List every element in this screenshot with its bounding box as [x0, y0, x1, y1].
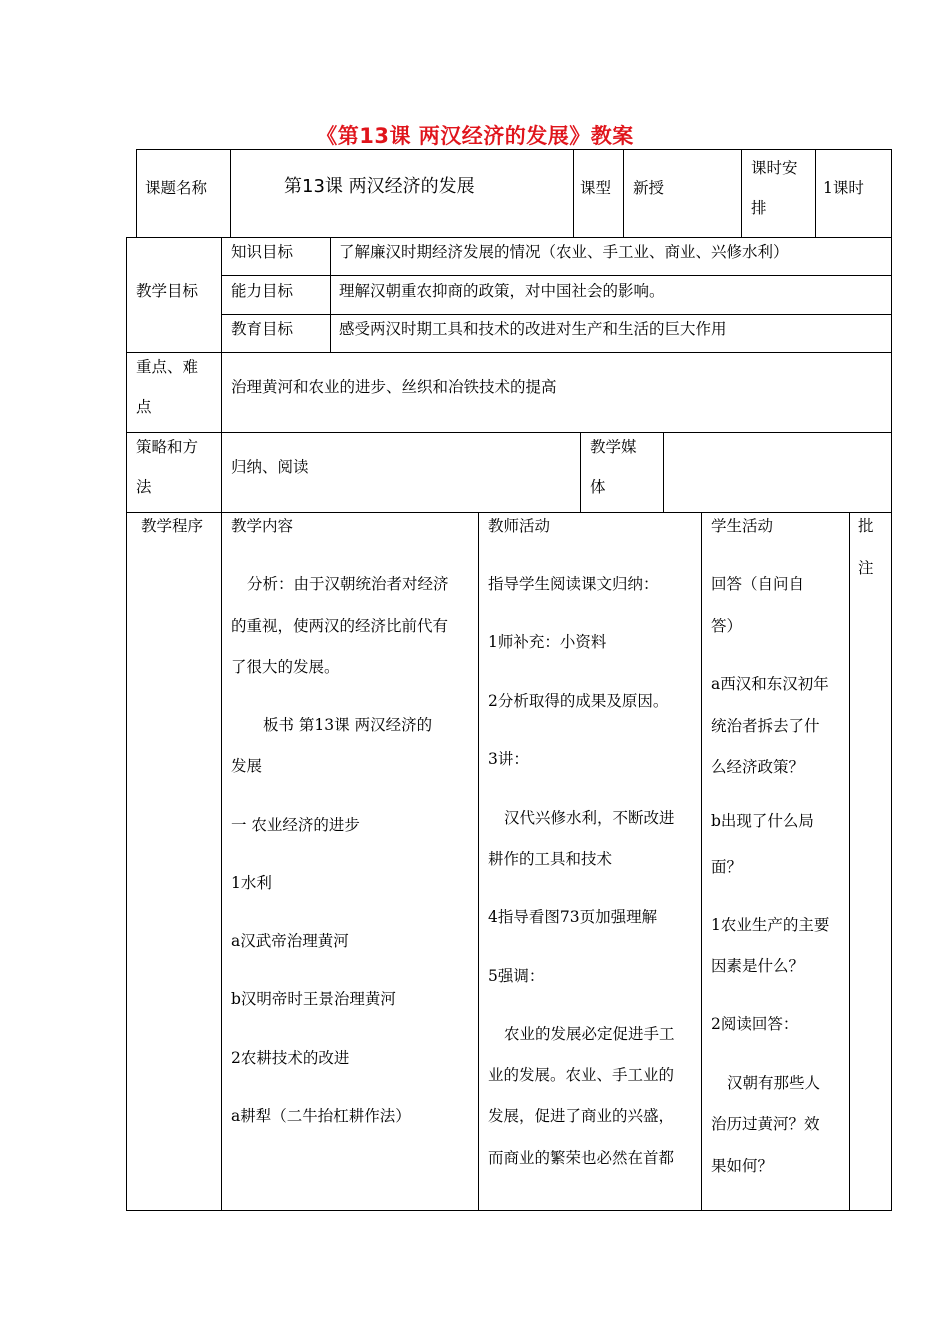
media-label-line1: 教学媒	[590, 438, 637, 456]
strategy-text: 归纳、阅读	[231, 458, 309, 476]
content-line: 一 农业经济的进步	[231, 816, 360, 834]
content-line: b汉明帝时王景治理黄河	[231, 990, 396, 1008]
teacher-line: 农业的发展必定促进手工	[504, 1025, 675, 1043]
content-line: 分析：由于汉朝统治者对经济	[247, 575, 449, 593]
student-line: 汉朝有那些人	[727, 1074, 821, 1092]
content-line: 的重视，使两汉的经济比前代有	[231, 617, 449, 635]
objective-label-knowledge: 知识目标	[231, 243, 294, 261]
student-line: 统治者拆去了什	[711, 717, 820, 735]
objective-text-ability: 理解汉朝重农抑商的政策，对中国社会的影响。	[339, 282, 665, 300]
procedure-label: 教学程序	[141, 517, 204, 535]
strategy-label-line1: 策略和方	[136, 438, 199, 456]
objective-text-knowledge: 了解廉汉时期经济发展的情况（农业、手工业、商业、兴修水利）	[339, 243, 789, 261]
key-points-label-line2: 点	[136, 398, 152, 416]
teacher-line: 汉代兴修水利，不断改进	[504, 809, 675, 827]
document-title: 《第13课 两汉经济的发展》教案	[316, 124, 634, 148]
content-line: 1水利	[231, 874, 272, 892]
student-line: 么经济政策？	[711, 758, 805, 776]
teacher-line: 1师补充：小资料	[488, 633, 607, 651]
hours-value: 1课时	[823, 179, 864, 197]
content-line: a汉武帝治理黄河	[231, 932, 349, 950]
media-label-line2: 体	[590, 478, 606, 496]
teacher-line: 2分析取得的成果及原因。	[488, 692, 669, 710]
topic-label: 课题名称	[145, 179, 208, 197]
student-line: 治历过黄河？效	[711, 1115, 820, 1133]
note-header-line2: 注	[858, 559, 874, 577]
objective-label-education: 教育目标	[231, 320, 294, 338]
content-line: 2农耕技术的改进	[231, 1049, 350, 1067]
hours-label-line1: 课时安	[751, 159, 798, 177]
student-line: a西汉和东汉初年	[711, 675, 829, 693]
teacher-line: 而商业的繁荣也必然在首都	[488, 1149, 675, 1167]
student-line: 回答（自问自	[711, 575, 805, 593]
student-header: 学生活动	[711, 517, 774, 535]
student-line: 因素是什么？	[711, 957, 805, 975]
content-line: a耕犁（二牛抬杠耕作法）	[231, 1107, 411, 1125]
objective-text-education: 感受两汉时期工具和技术的改进对生产和生活的巨大作用	[339, 320, 727, 338]
teacher-line: 耕作的工具和技术	[488, 850, 613, 868]
teacher-line: 4指导看图73页加强理解	[488, 908, 658, 926]
objective-label-ability: 能力目标	[231, 282, 294, 300]
teacher-header: 教师活动	[488, 517, 551, 535]
student-line: b出现了什么局	[711, 812, 814, 830]
strategy-label-line2: 法	[136, 478, 152, 496]
teacher-line: 5强调：	[488, 967, 545, 985]
content-line: 板书 第13课 两汉经济的	[263, 716, 433, 734]
content-line: 了很大的发展。	[231, 658, 340, 676]
student-line: 2阅读回答：	[711, 1015, 799, 1033]
content-line: 发展	[231, 757, 263, 775]
note-header-line1: 批	[858, 517, 874, 535]
key-points-text: 治理黄河和农业的进步、丝织和冶铁技术的提高	[231, 378, 557, 396]
type-label: 课型	[580, 179, 612, 197]
teacher-line: 业的发展。农业、手工业的	[488, 1066, 675, 1084]
objectives-label: 教学目标	[136, 282, 199, 300]
topic-value: 第13课 两汉经济的发展	[284, 176, 475, 197]
type-value: 新授	[633, 179, 665, 197]
key-points-label-line1: 重点、难	[136, 358, 199, 376]
student-line: 1农业生产的主要	[711, 916, 830, 934]
hours-label-line2: 排	[751, 199, 767, 217]
teacher-line: 指导学生阅读课文归纳：	[488, 575, 659, 593]
teacher-line: 3讲：	[488, 750, 529, 768]
student-line: 答）	[711, 617, 743, 635]
student-line: 果如何？	[711, 1157, 774, 1175]
student-line: 面？	[711, 858, 743, 876]
teacher-line: 发展，促进了商业的兴盛，	[488, 1107, 675, 1125]
content-header: 教学内容	[231, 517, 294, 535]
